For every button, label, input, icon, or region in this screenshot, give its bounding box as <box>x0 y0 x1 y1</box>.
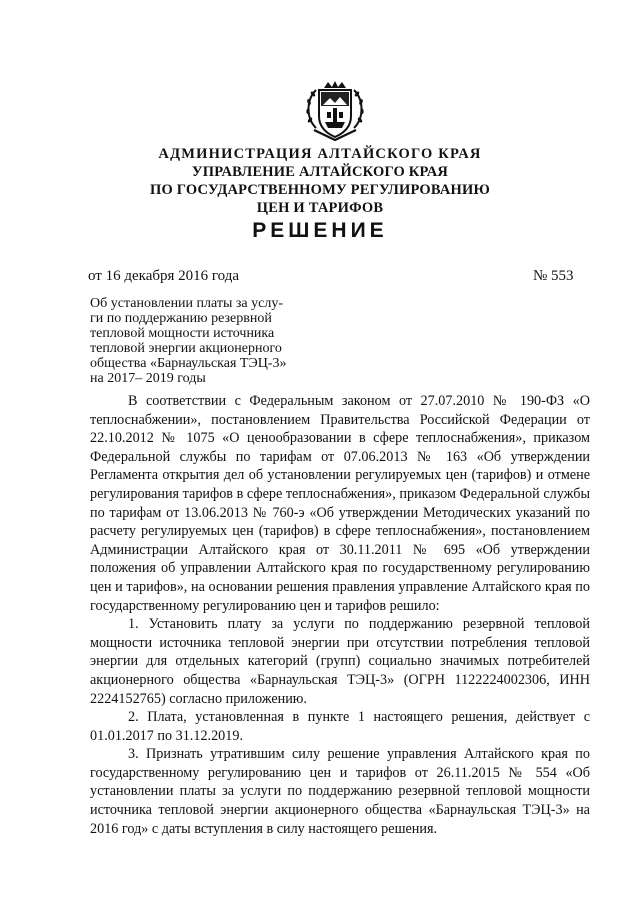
document-title: РЕШЕНИЕ <box>252 219 388 242</box>
clause-1-paragraph: 1. Установить плату за услуги по поддержанию резервной тепловой мощности источника тепловой энергии при отсутствии потребления тепловой энергии для отдельных категорий (групп) социально значимых потребителей акционерного общества «Барнаульская ТЭЦ-3» (ОГРН 1122224002306, ИНН 2224152765) согласно приложению. <box>90 616 590 707</box>
header-line-3: ПО ГОСУДАРСТВЕННОМУ РЕГУЛИРОВАНИЮ <box>149 182 491 198</box>
clause-3-paragraph: 3. Признать утратившим силу решение управления Алтайского края по государственному регулированию цен и тарифов от 26.11.2015 № 554 «Об установлении платы за услуги по поддержанию резервной тепловой мощности источника тепловой энергии акционерного общества «Барнаульская ТЭЦ-3» на 2016 год» с даты вступления в силу настоящего решения. <box>90 746 590 837</box>
header-line-2: УПРАВЛЕНИЕ АЛТАЙСКОГО КРАЯ <box>191 164 449 180</box>
header-line-1: АДМИНИСТРАЦИЯ АЛТАЙСКОГО КРАЯ <box>158 146 482 162</box>
preamble-paragraph: В соответствии с Федеральным законом от 27.07.2010 № 190-ФЗ «О теплоснабжении», постановлением Правительства Российской Федерации от 22.10.2012 № 1075 «О ценообразовании в сфере теплоснабжения», приказом Федеральной службы по тарифам от 07.06.2013 № 163 «Об утверждении Регламента открытия дел об установлении регулируемых цен (тарифов) и отмене регулирования тарифов в сфере теплоснабжения», приказом Федеральной службы по тарифам от 13.06.2013 № 760-э «Об утверждении Методических указаний по расчету регулируемых цен (тарифов) в сфере теплоснабжения», постановлением Администрации Алтайского края от 30.11.2011 № 695 «Об утверждении положения об управлении Алтайского края по государственному регулированию цен и тарифов», на основании решения правления управление Алтайского края по государственному регулированию цен и тарифов решило: <box>90 393 590 614</box>
document-subject <box>90 296 310 386</box>
coat-of-arms-icon <box>302 78 368 144</box>
subject-line: общества «Барнаульская ТЭЦ-3» <box>90 356 287 371</box>
subject-line: на 2017– 2019 годы <box>90 371 206 386</box>
subject-line: тепловой энергии акционерного <box>90 341 282 356</box>
document-number: № 553 <box>533 268 574 284</box>
subject-line: Об установлении платы за услу- <box>90 296 284 311</box>
subject-line: ги по поддержанию резервной <box>90 311 272 326</box>
header-line-4: ЦЕН И ТАРИФОВ <box>256 200 384 216</box>
clause-2-paragraph: 2. Плата, установленная в пункте 1 настоящего решения, действует с 01.01.2017 по 31.12.2019. <box>90 709 590 744</box>
document-date: от 16 декабря 2016 года <box>88 268 240 284</box>
subject-line: тепловой мощности источника <box>90 326 275 341</box>
document-body <box>90 392 590 838</box>
issuer-header <box>0 145 640 217</box>
